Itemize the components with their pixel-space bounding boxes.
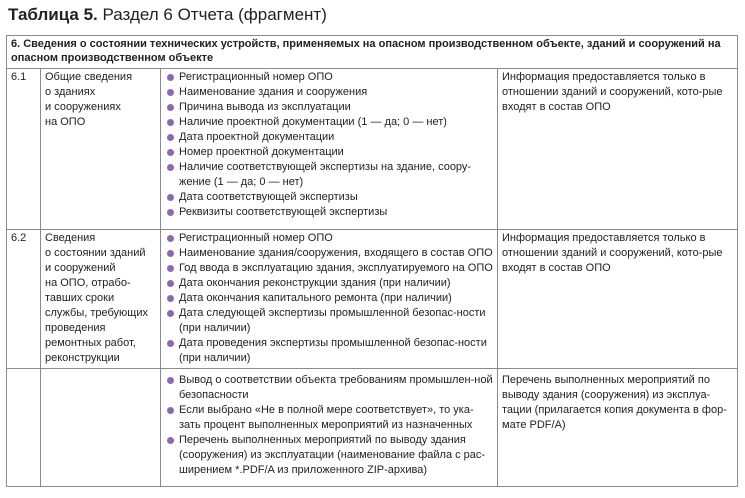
bullet-icon [167,164,174,171]
table-caption [8,4,327,26]
list-item [165,306,493,336]
bullet-icon [167,310,174,317]
section-header-row [7,36,738,69]
list-item [165,231,493,246]
list-item [165,85,493,100]
item-text: Дата соответствующей экспертизы [179,191,358,203]
description-line: о зданиях [45,86,96,98]
item-list [165,231,493,366]
row-number [7,369,41,487]
bullet-icon [167,280,174,287]
caption-title: Раздел 6 Отчета (фрагмент) [102,5,327,24]
item-text: Дата проектной документации [179,131,335,143]
bullet-icon [167,265,174,272]
bullet-icon [167,250,174,257]
item-text: Перечень выполненных мероприятий по выводу здания (сооружения) из эксплуатации (наименование файла с рас-ширением *.PDF/A из приложенного ZIP-архива) [179,434,486,476]
list-item [165,130,493,145]
description-line: Общие сведения [45,71,133,83]
item-list [165,373,493,478]
list-item [165,373,493,403]
item-text: Дата окончания реконструкции здания (при наличии) [179,277,451,289]
item-text: Наименование здания и сооружения [179,86,368,98]
item-text: Номер проектной документации [179,146,344,158]
row-number: 6.1 [7,69,41,230]
bullet-icon [167,119,174,126]
row-description [41,369,161,487]
list-item [165,70,493,85]
table-row [7,369,738,487]
description-line: реконструкции [45,352,120,364]
row-info: Перечень выполненных мероприятий по выводу здания (сооружения) из эксплуа-тации (прилагается копия документа в фор-мате PDF/A) [498,369,738,487]
item-text: Реквизиты соответствующей экспертизы [179,206,388,218]
list-item [165,403,493,433]
bullet-icon [167,377,174,384]
list-item [165,160,493,190]
item-text: Год ввода в эксплуатацию здания, эксплуатируемого на ОПО [179,262,493,274]
list-item [165,115,493,130]
item-text: Наличие проектной документации (1 — да; 0 — нет) [179,116,447,128]
row-description [41,230,161,369]
table-row [7,230,738,369]
item-text: Наименование здания/сооружения, входящего в состав ОПО [179,247,493,259]
report-table [6,35,738,487]
bullet-icon [167,134,174,141]
item-text: Регистрационный номер ОПО [179,232,333,244]
list-item [165,100,493,115]
bullet-icon [167,74,174,81]
row-info: Информация предоставляется только в отношении зданий и сооружений, кото-рые входят в состав ОПО [498,230,738,369]
item-text: Дата окончания капитального ремонта (при наличии) [179,292,452,304]
bullet-icon [167,295,174,302]
row-items [161,69,498,230]
description-line: тавших сроки [45,292,115,304]
bullet-icon [167,209,174,216]
item-text: Если выбрано «Не в полной мере соответствует», то ука-зать процент выполненных мероприятий из назначенных [179,404,474,431]
list-item [165,205,493,220]
section-title: 6. Сведения о состоянии технических устройств, применяемых на опасном производственном объекте, зданий и сооружений на опасном производственном объекте [7,36,738,69]
row-items [161,230,498,369]
bullet-icon [167,89,174,96]
list-item [165,145,493,160]
description-line: Сведения [45,232,96,244]
list-item [165,336,493,366]
description-line: на ОПО, отрабо- [45,277,131,289]
description-line: и сооружений [45,262,116,274]
description-line: о состоянии зданий [45,247,146,259]
description-line: проведения [45,322,106,334]
list-item [165,276,493,291]
description-line: и сооружениях [45,101,121,113]
bullet-icon [167,194,174,201]
caption-number: Таблица 5. [8,5,98,24]
item-text: Причина вывода из эксплуатации [179,101,351,113]
list-item [165,190,493,205]
list-item [165,246,493,261]
list-item [165,291,493,306]
bullet-icon [167,104,174,111]
item-text: Вывод о соответствии объекта требованиям промышлен-ной безопасности [179,374,493,401]
description-line: ремонтных работ, [45,337,136,349]
bullet-icon [167,235,174,242]
item-text: Дата следующей экспертизы промышленной безопас-ности (при наличии) [179,307,486,334]
item-list [165,70,493,220]
description-line: службы, требующих [45,307,148,319]
item-text: Регистрационный номер ОПО [179,71,333,83]
bullet-icon [167,340,174,347]
list-item [165,261,493,276]
item-text: Дата проведения экспертизы промышленной безопас-ности (при наличии) [179,337,487,364]
row-number: 6.2 [7,230,41,369]
bullet-icon [167,437,174,444]
row-info: Информация предоставляется только в отношении зданий и сооружений, кото-рые входят в состав ОПО [498,69,738,230]
row-items [161,369,498,487]
description-line: на ОПО [45,116,86,128]
row-description [41,69,161,230]
list-item [165,433,493,478]
bullet-icon [167,149,174,156]
item-text: Наличие соответствующей экспертизы на здание, соору-жение (1 — да; 0 — нет) [179,161,472,188]
bullet-icon [167,407,174,414]
table-row [7,69,738,230]
